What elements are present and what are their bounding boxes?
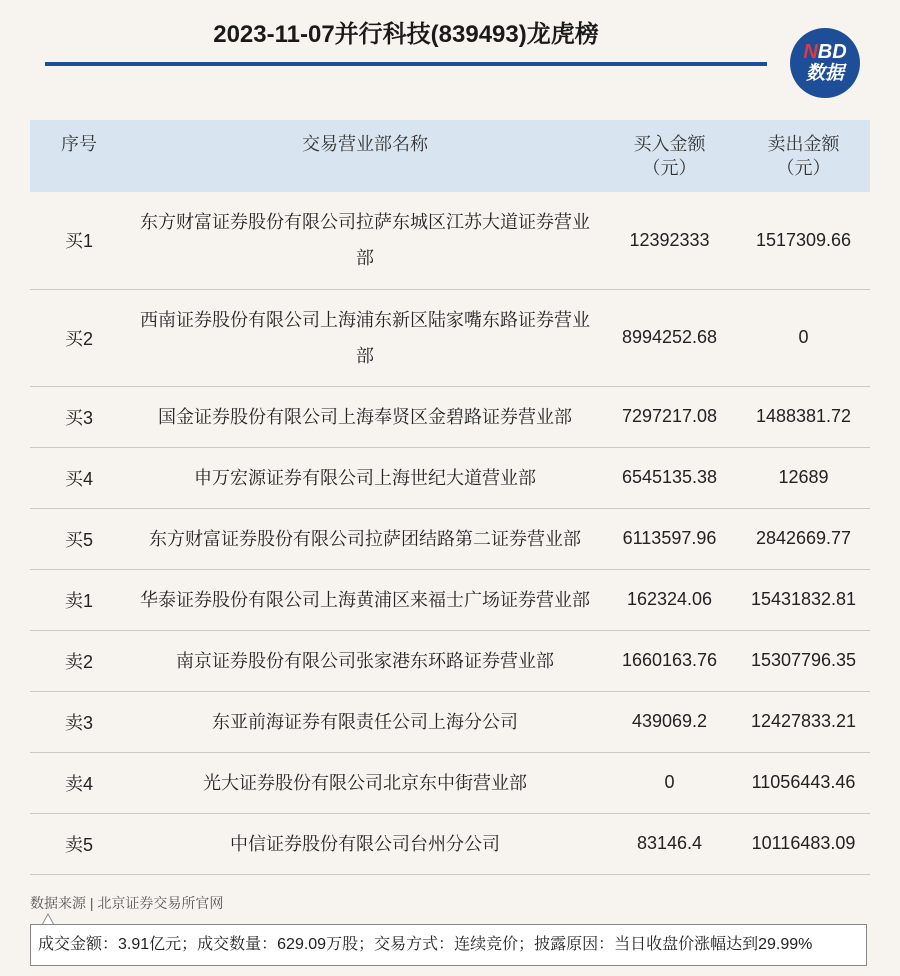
row-broker-name: 国金证券股份有限公司上海奉贤区金碧路证券营业部 bbox=[128, 386, 602, 447]
row-index: 买1 bbox=[30, 192, 128, 289]
row-sell-amount: 12689 bbox=[737, 447, 870, 508]
row-broker-name: 申万宏源证券有限公司上海世纪大道营业部 bbox=[128, 447, 602, 508]
logo-line2: 数据 bbox=[805, 63, 844, 84]
row-broker-name: 华泰证券股份有限公司上海黄浦区来福士广场证券营业部 bbox=[128, 569, 602, 630]
header-index: 序号 bbox=[30, 120, 128, 192]
table-row bbox=[30, 508, 870, 569]
table-header-row bbox=[30, 120, 870, 192]
table-row bbox=[30, 813, 870, 874]
header-buy: 买入金额 （元） bbox=[602, 120, 737, 192]
row-sell-amount: 1488381.72 bbox=[737, 386, 870, 447]
table-row bbox=[30, 752, 870, 813]
row-index: 买5 bbox=[30, 508, 128, 569]
row-index: 卖5 bbox=[30, 813, 128, 874]
data-source: 数据来源 | 北京证券交易所官网 bbox=[30, 895, 224, 911]
row-buy-amount: 439069.2 bbox=[602, 691, 737, 752]
row-broker-name: 南京证券股份有限公司张家港东环路证券营业部 bbox=[128, 630, 602, 691]
row-sell-amount: 1517309.66 bbox=[737, 192, 870, 289]
title-underline bbox=[45, 62, 767, 66]
row-index: 卖3 bbox=[30, 691, 128, 752]
row-index: 买4 bbox=[30, 447, 128, 508]
table-row bbox=[30, 630, 870, 691]
row-broker-name: 西南证券股份有限公司上海浦东新区陆家嘴东路证券营业部 bbox=[128, 289, 602, 386]
row-broker-name: 光大证券股份有限公司北京东中街营业部 bbox=[128, 752, 602, 813]
table-row bbox=[30, 386, 870, 447]
row-buy-amount: 7297217.08 bbox=[602, 386, 737, 447]
row-broker-name: 东亚前海证券有限责任公司上海分公司 bbox=[128, 691, 602, 752]
row-buy-amount: 0 bbox=[602, 752, 737, 813]
table-row bbox=[30, 192, 870, 289]
trading-table bbox=[30, 120, 870, 875]
row-index: 卖2 bbox=[30, 630, 128, 691]
row-buy-amount: 83146.4 bbox=[602, 813, 737, 874]
logo-line1: NBD bbox=[803, 41, 847, 63]
row-broker-name: 东方财富证券股份有限公司拉萨团结路第二证券营业部 bbox=[128, 508, 602, 569]
row-broker-name: 中信证券股份有限公司台州分公司 bbox=[128, 813, 602, 874]
row-index: 买2 bbox=[30, 289, 128, 386]
row-sell-amount: 10116483.09 bbox=[737, 813, 870, 874]
row-buy-amount: 1660163.76 bbox=[602, 630, 737, 691]
row-sell-amount: 11056443.46 bbox=[737, 752, 870, 813]
table-row bbox=[30, 569, 870, 630]
row-buy-amount: 6113597.96 bbox=[602, 508, 737, 569]
row-buy-amount: 8994252.68 bbox=[602, 289, 737, 386]
row-sell-amount: 12427833.21 bbox=[737, 691, 870, 752]
row-sell-amount: 15431832.81 bbox=[737, 569, 870, 630]
header-sell: 卖出金额 （元） bbox=[737, 120, 870, 192]
row-index: 卖4 bbox=[30, 752, 128, 813]
table-row bbox=[30, 289, 870, 386]
table-row bbox=[30, 691, 870, 752]
row-index: 买3 bbox=[30, 386, 128, 447]
row-broker-name: 东方财富证券股份有限公司拉萨东城区江苏大道证券营业部 bbox=[128, 192, 602, 289]
row-sell-amount: 0 bbox=[737, 289, 870, 386]
page-title: 2023-11-07并行科技(839493)龙虎榜 bbox=[213, 21, 599, 48]
row-index: 卖1 bbox=[30, 569, 128, 630]
row-buy-amount: 162324.06 bbox=[602, 569, 737, 630]
nbd-logo bbox=[790, 28, 860, 98]
trade-summary-note: 成交金额：3.91亿元；成交数量：629.09万股；交易方式：连续竞价；披露原因：当日收盘价涨幅达到29.99% bbox=[30, 924, 867, 966]
row-sell-amount: 2842669.77 bbox=[737, 508, 870, 569]
header-name: 交易营业部名称 bbox=[128, 120, 602, 192]
row-buy-amount: 6545135.38 bbox=[602, 447, 737, 508]
table-row bbox=[30, 447, 870, 508]
row-sell-amount: 15307796.35 bbox=[737, 630, 870, 691]
row-buy-amount: 12392333 bbox=[602, 192, 737, 289]
